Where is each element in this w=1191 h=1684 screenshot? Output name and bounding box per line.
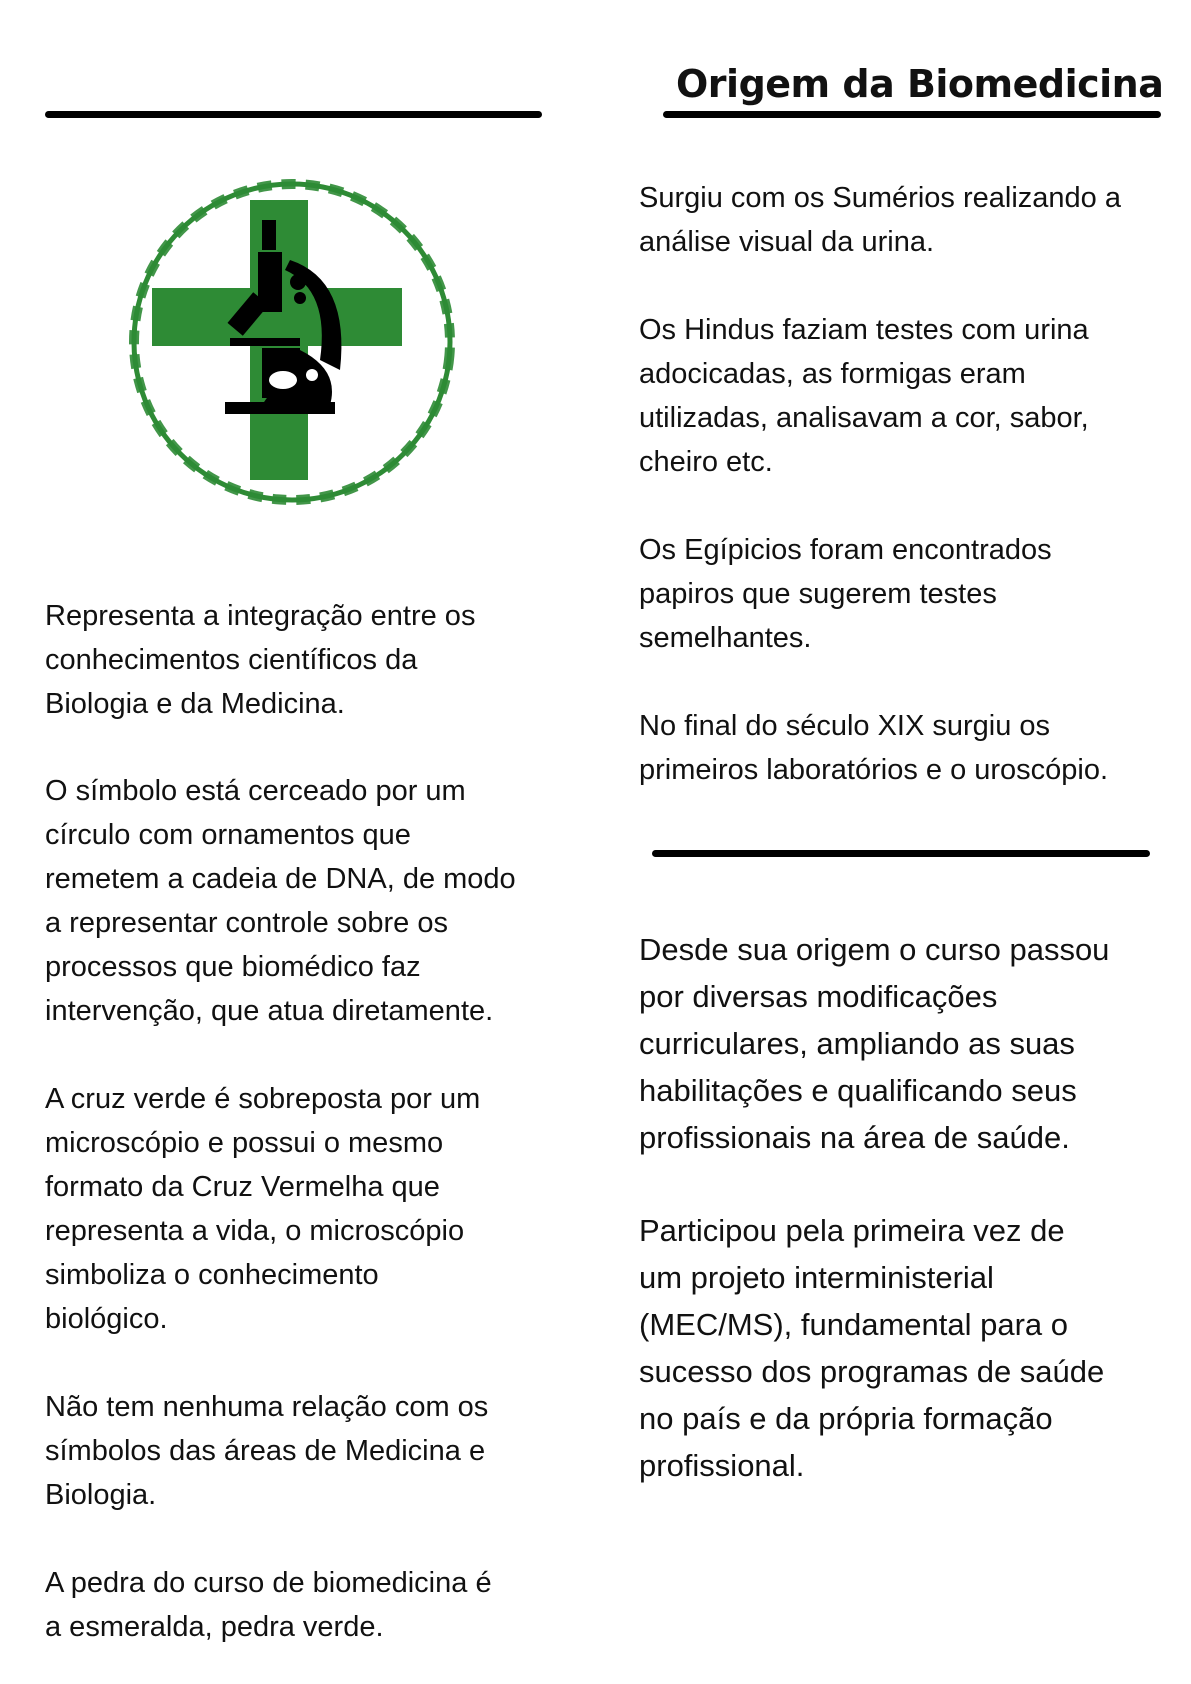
right-divider bbox=[652, 850, 1150, 857]
left-paragraph: Não tem nenhuma relação com os símbolos das áreas de Medicina e Biologia. bbox=[45, 1391, 489, 1511]
page-title: Origem da Biomedicina bbox=[676, 62, 1164, 106]
left-divider bbox=[45, 111, 542, 118]
title-underline bbox=[663, 111, 1161, 118]
right-paragraph: Os Egípicios foram encontrados papiros que sugerem testes semelhantes. bbox=[639, 534, 1052, 654]
right-paragraph: Os Hindus faziam testes com urina adocicadas, as formigas eram utilizadas, analisavam a cor, sabor, cheiro etc. bbox=[639, 314, 1089, 478]
right-paragraph: No final do século XIX surgiu os primeiros laboratórios e o uroscópio. bbox=[639, 710, 1109, 786]
right-paragraph: Surgiu com os Sumérios realizando a análise visual da urina. bbox=[639, 182, 1121, 258]
right-paragraph: Desde sua origem o curso passou por diversas modificações curriculares, ampliando as suas habilitações e qualificando seus profissionais na área de saúde. bbox=[639, 932, 1110, 1155]
left-paragraph: Representa a integração entre os conhecimentos científicos da Biologia e da Medicina. bbox=[45, 600, 476, 720]
left-paragraph: A cruz verde é sobreposta por um microscópio e possui o mesmo formato da Cruz Vermelha que representa a vida, o microscópio simboliza o conhecimento biológico. bbox=[45, 1083, 481, 1335]
biomedicine-symbol-logo bbox=[120, 170, 465, 515]
right-paragraph: Participou pela primeira vez de um projeto interministerial (MEC/MS), fundamental para o sucesso dos programas de saúde no país e da própria formação profissional. bbox=[639, 1213, 1105, 1483]
left-paragraph: O símbolo está cerceado por um círculo com ornamentos que remetem a cadeia de DNA, de modo a representar controle sobre os processos que biomédico faz intervenção, que atua diretamente. bbox=[45, 775, 516, 1027]
left-paragraph: A pedra do curso de biomedicina é a esmeralda, pedra verde. bbox=[45, 1567, 492, 1643]
